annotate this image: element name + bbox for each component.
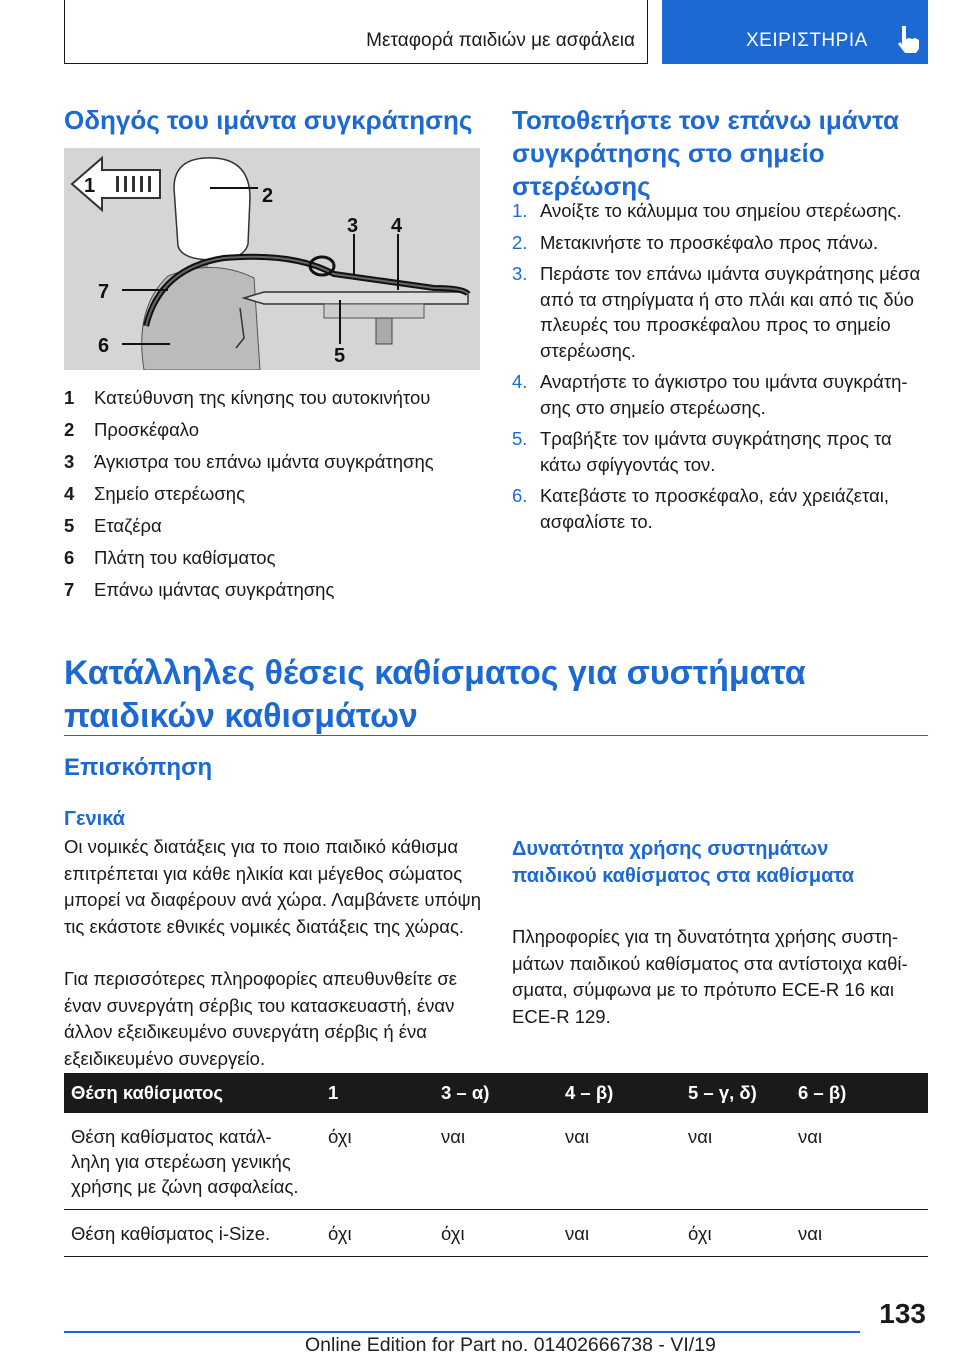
- table-cell: Θέση καθίσματος κατάλ-ληλη για στερέωση γενικής χρήσης με ζώνη ασφαλείας.: [64, 1113, 321, 1210]
- table-cell: ναι: [434, 1113, 558, 1210]
- heading-divider: [64, 735, 928, 736]
- table-row: [64, 1210, 928, 1257]
- callout-6: 6: [98, 335, 110, 357]
- step-item: 3. Περάστε τον επάνω ιμάντα συγκράτησης μέσα από τα στηρίγματα ή στο πλάι και από τις δύο πλευρές του προσκέφαλου προς το σημείο στερέωσης.: [512, 263, 921, 361]
- pointing-hand-icon: [893, 24, 923, 54]
- overview-heading: Επισκόπηση: [64, 754, 213, 781]
- main-heading: Κατάλληλες θέσεις καθίσματος για συστήματα παιδικών καθισμάτων: [64, 654, 806, 735]
- legend-item: 1 Κατεύθυνση της κίνησης του αυτοκινήτου: [64, 387, 431, 408]
- tether-install-heading: Τοποθετήστε τον επάνω ιμάντα συγκράτησης στο σημείο στερέωσης: [512, 105, 900, 201]
- table-cell: όχι: [681, 1210, 791, 1257]
- table-cell: όχι: [321, 1113, 434, 1210]
- section-tab: [662, 0, 928, 64]
- headrest-shape: [174, 158, 250, 260]
- belt-guide-illustration: [64, 148, 480, 370]
- edition-footer: Online Edition for Part no. 01402666738 - VI/19: [305, 1334, 716, 1356]
- step-item: 1. Ανοίξτε το κάλυμμα του σημείου στερέωσης.: [512, 200, 902, 221]
- table-cell: ναι: [791, 1210, 928, 1257]
- callout-4: 4: [391, 215, 403, 237]
- belt-guide-heading: Οδηγός του ιμάντα συγκράτησης: [64, 105, 473, 135]
- table-header-cell: 1: [321, 1073, 434, 1113]
- table-header-cell: Θέση καθίσματος: [64, 1073, 321, 1113]
- footer-divider: [64, 1331, 860, 1333]
- legend-item: 7 Επάνω ιμάντας συγκράτησης: [64, 579, 335, 600]
- possibility-heading: Δυνατότητα χρήσης συστημάτων παιδικού καθίσματος στα καθίσματα: [512, 838, 855, 887]
- table-cell: όχι: [434, 1210, 558, 1257]
- callout-5: 5: [334, 345, 346, 367]
- section-tab-label: ΧΕΙΡΙΣΤΗΡΙΑ: [746, 30, 868, 51]
- legend-item: 6 Πλάτη του καθίσματος: [64, 547, 276, 568]
- legend-item: 4 Σημείο στερέωσης: [64, 483, 245, 504]
- table-header-cell: 3 – α): [434, 1073, 558, 1113]
- running-header-title: Μεταφορά παιδιών με ασφάλεια: [366, 30, 635, 51]
- table-cell: ναι: [681, 1113, 791, 1210]
- legend-item: 5 Εταζέρα: [64, 515, 162, 536]
- table-header-row: [64, 1073, 928, 1113]
- table-cell: ναι: [558, 1113, 681, 1210]
- legend-item: 3 Άγκιστρα του επάνω ιμάντα συγκράτησης: [64, 451, 434, 472]
- step-item: 6. Κατεβάστε το προσκέφαλο, εάν χρειάζεται, ασφαλίστε το.: [512, 485, 890, 532]
- possibility-paragraph: Πληροφορίες για τη δυνατότητα χρήσης συστη-μάτων παιδικού καθίσματος στα αντίστοιχα καθί-σματα, σύμφωνα με το πρότυπο ECE-R 16 και ECE-R 129.: [512, 926, 908, 1027]
- callout-2: 2: [262, 185, 274, 207]
- seat-suitability-table: [64, 1073, 928, 1257]
- page-number: 133: [879, 1298, 926, 1329]
- table-row: [64, 1113, 928, 1210]
- step-item: 5. Τραβήξτε τον ιμάντα συγκράτησης προς τα κάτω σφίγγοντάς τον.: [512, 428, 892, 475]
- general-paragraph-1: Οι νομικές διατάξεις για το ποιο παιδικό κάθισμα επιτρέπεται για κάθε ηλικία και μέγεθος σώματος μπορεί να διαφέρουν ανά χώρα. Λαμβάνετε υπόψη τις εκάστοτε εθνικές νομικές διατάξεις της χώρας.: [64, 836, 482, 937]
- step-item: 2. Μετακινήστε το προσκέφαλο προς πάνω.: [512, 231, 879, 253]
- general-paragraph-2: Για περισσότερες πληροφορίες απευθυνθείτε σε έναν συνεργάτη σέρβις του κατασκευαστή, έναν άλλον εξειδικευμένο συνεργάτη σέρβις ή ένα εξειδικευμένο συνεργείο.: [64, 968, 458, 1069]
- callout-1: 1: [84, 175, 96, 197]
- general-heading: Γενικά: [64, 808, 125, 830]
- illustration-svg: [64, 148, 480, 370]
- table-cell: ναι: [558, 1210, 681, 1257]
- table-header-cell: 6 – β): [791, 1073, 928, 1113]
- table-cell: ναι: [791, 1113, 928, 1210]
- figure-legend: [64, 382, 434, 606]
- legend-item: 2 Προσκέφαλο: [64, 419, 200, 440]
- running-header: [64, 0, 648, 64]
- step-item: 4. Αναρτήστε το άγκιστρο του ιμάντα συγκράτη-σης στο σημείο στερέωσης.: [512, 371, 908, 418]
- table-cell: όχι: [321, 1210, 434, 1257]
- table-header-cell: 4 – β): [558, 1073, 681, 1113]
- callout-3: 3: [347, 215, 359, 237]
- callout-7: 7: [98, 281, 110, 303]
- table-cell: Θέση καθίσματος i-Size.: [64, 1210, 321, 1257]
- install-steps: [512, 198, 928, 540]
- table-header-cell: 5 – γ, δ): [681, 1073, 791, 1113]
